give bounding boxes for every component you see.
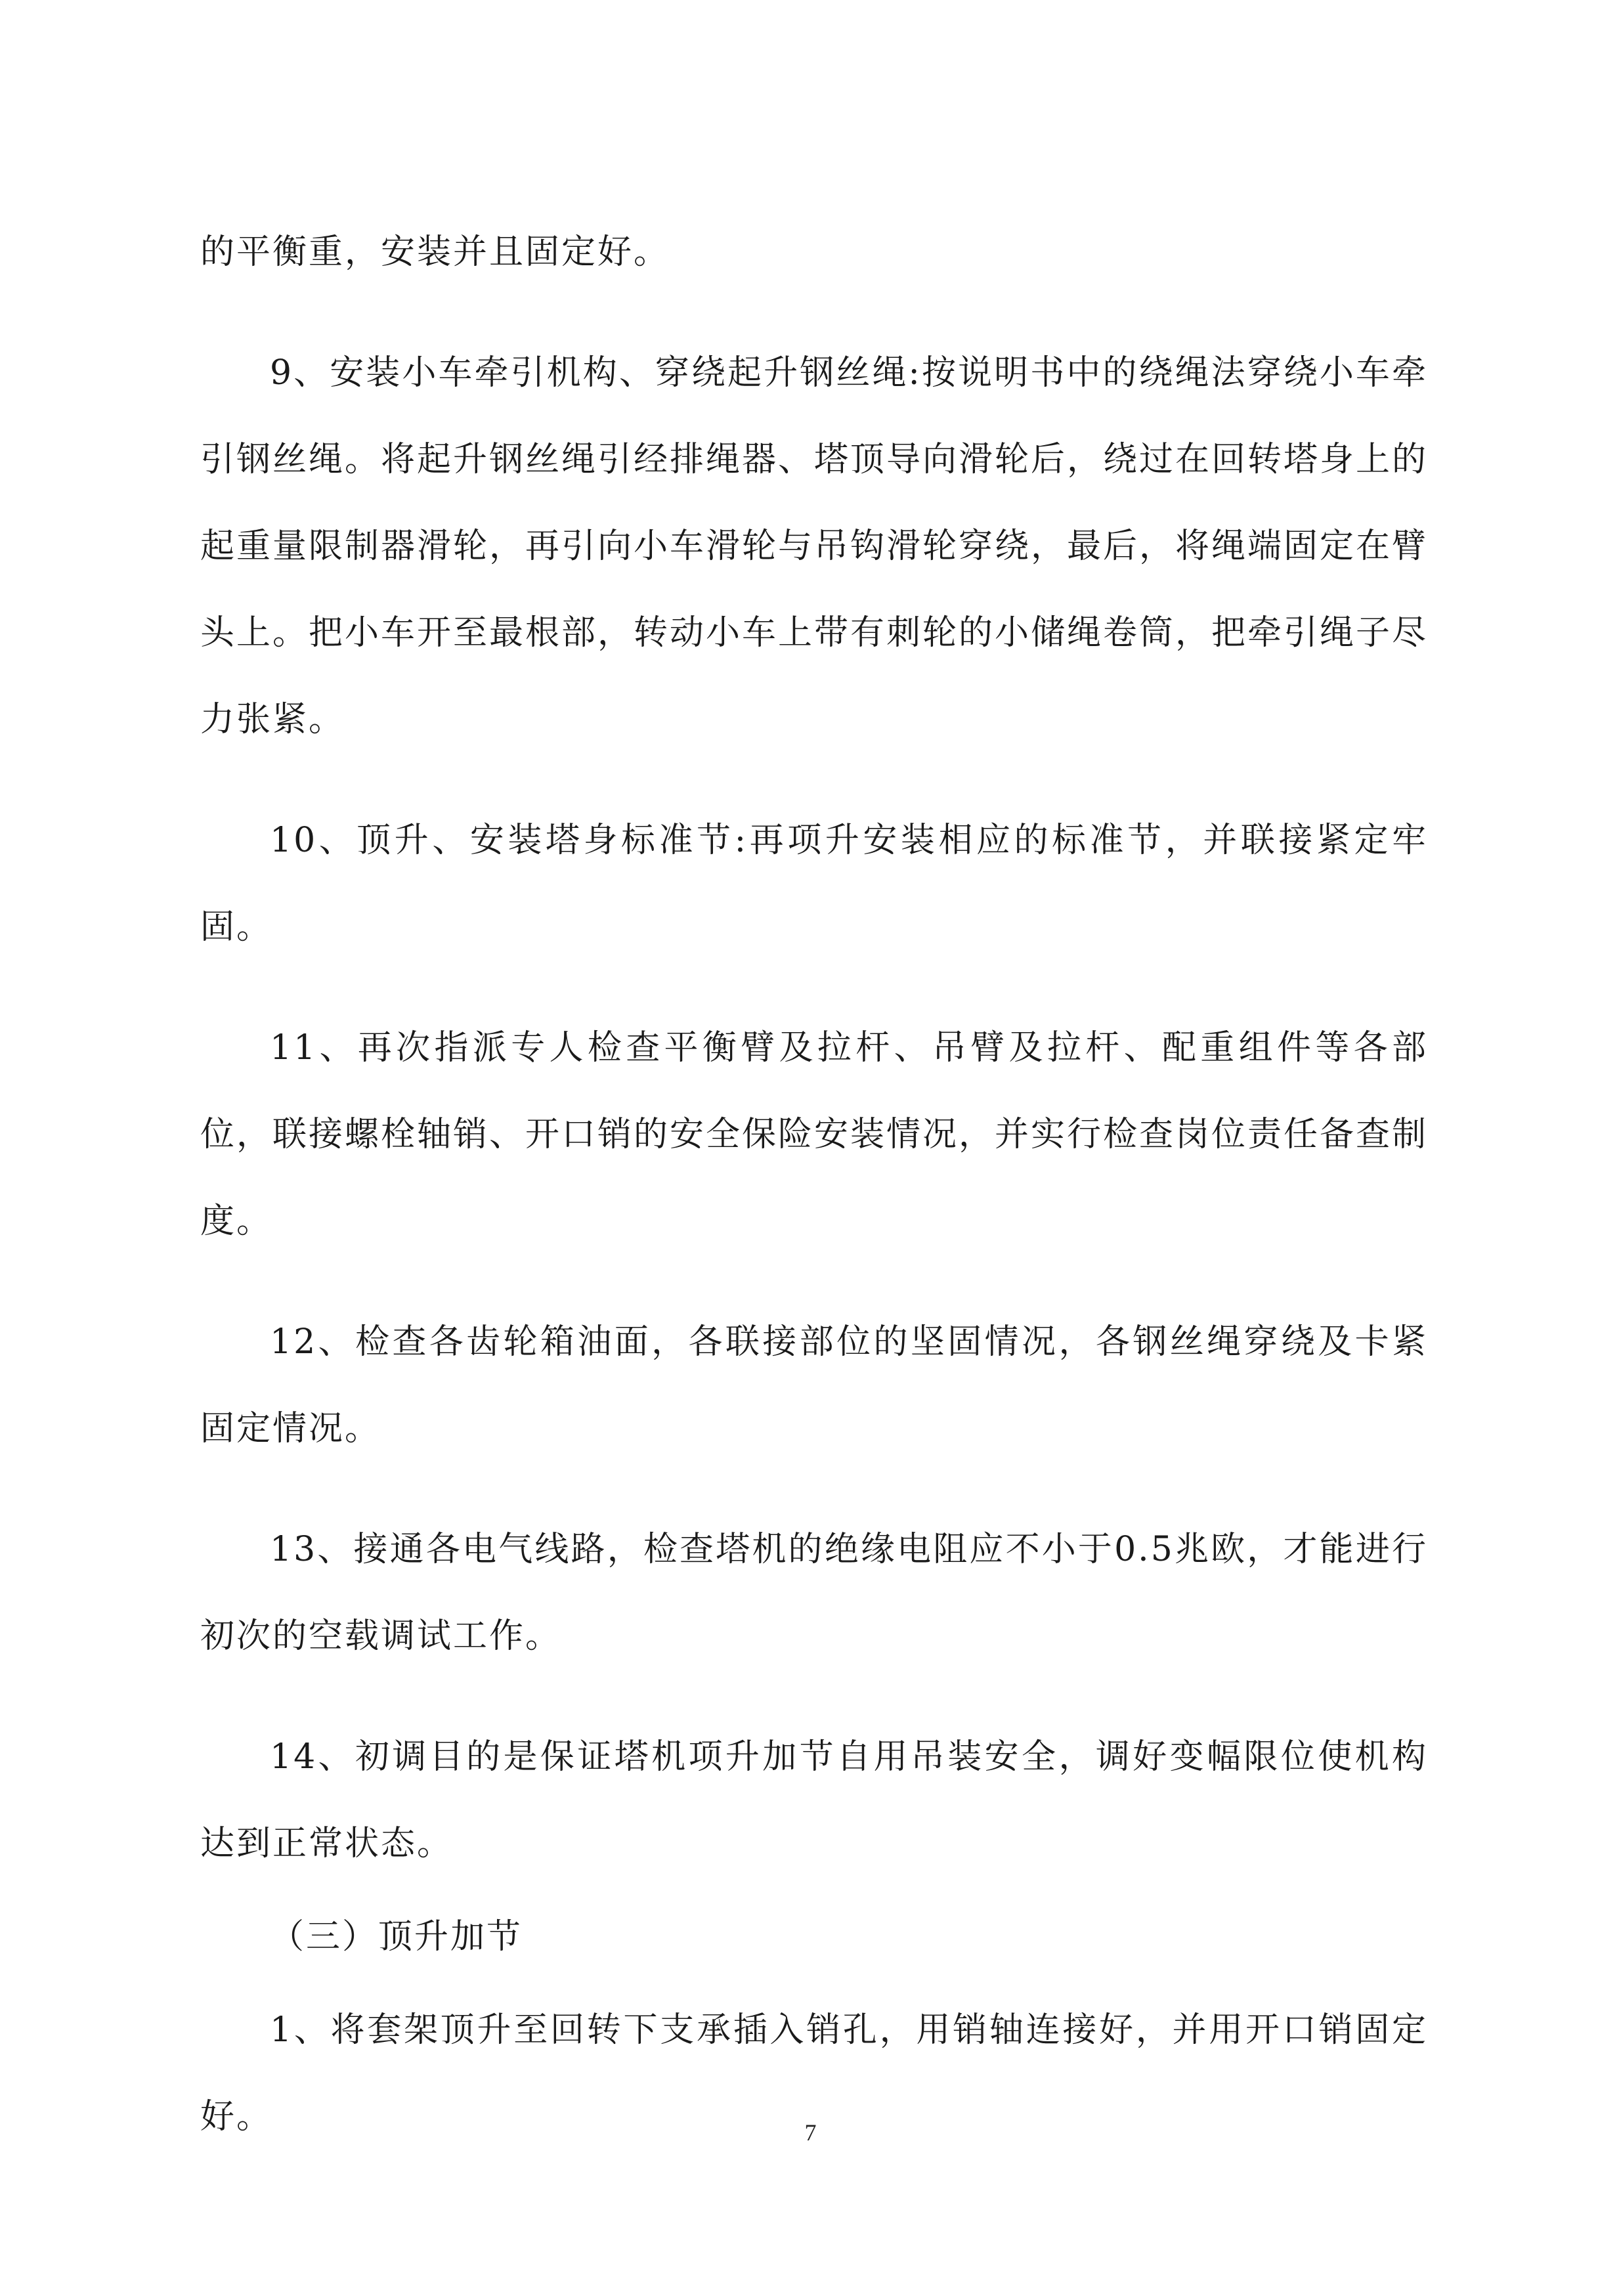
paragraph-step-14: 14、初调目的是保证塔机项升加节自用吊装安全，调好变幅限位使机构达到正常状态。 — [200, 1737, 1428, 1863]
paragraph-step-11: 11、再次指派专人检查平衡臂及拉杆、吊臂及拉杆、配重组件等各部位，联接螺栓轴销、开口销的安全保险安装情况，并实行检查岗位责任备查制度。 — [200, 1028, 1429, 1241]
paragraph-continued: 的平衡重，安装并且固定好。 — [200, 232, 670, 272]
paragraph-step-12: 12、检查各齿轮箱油面，各联接部位的坚固情况，各钢丝绳穿绕及卡紧固定情况。 — [200, 1322, 1428, 1448]
document-body — [200, 209, 1428, 2194]
paragraph-step-9: 9、安装小车牵引机构、穿绕起升钢丝绳:按说明书中的绕绳法穿绕小车牵引钢丝绳。将起升钢丝绳引经排绳器、塔顶导向滑轮后，绕过在回转塔身上的起重量限制器滑轮，再引向小车滑轮与吊钩滑轮穿绕，最后，将绳端固定在臂头上。把小车开至最根部，转动小车上带有刺轮的小储绳卷筒，把牵引绳子尽力张紧。 — [200, 353, 1429, 739]
paragraph-step-13: 13、接通各电气线路，检查塔机的绝缘电阻应不小于0.5兆欧，才能进行初次的空载调试工作。 — [200, 1530, 1428, 1656]
paragraph-step-10: 10、顶升、安装塔身标准节:再项升安装相应的标准节，并联接紧定牢固。 — [200, 821, 1428, 947]
paragraph-section-step-1: 1、将套架顶升至回转下支承插入销孔，用销轴连接好，并用开口销固定好。 — [200, 2010, 1428, 2136]
section-heading: （三）顶升加节 — [270, 1917, 523, 1957]
page-number: 7 — [804, 2119, 817, 2146]
